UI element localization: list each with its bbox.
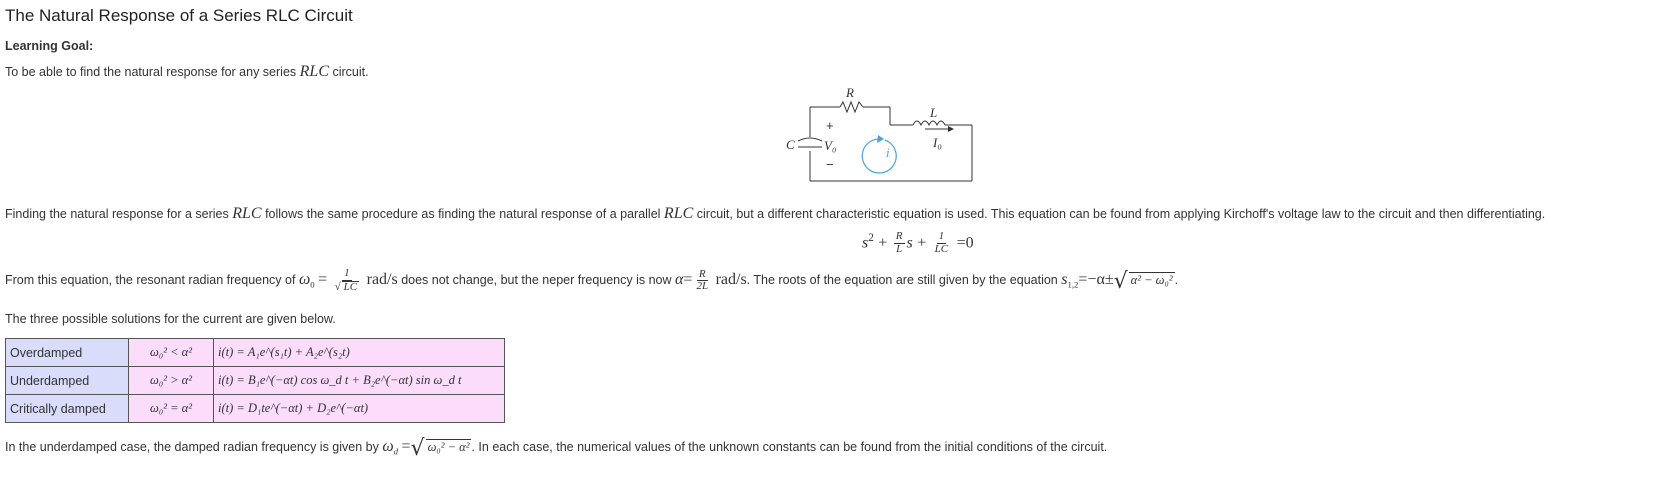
- label-L: L: [930, 105, 938, 120]
- char-eq-s-squared: s: [862, 234, 869, 252]
- sqrt-symbol-2: √: [410, 436, 425, 461]
- learning-goal-text: [5, 63, 369, 81]
- rlc-symbol: RLC: [299, 63, 329, 80]
- char-eq-plus-1: +: [878, 234, 888, 252]
- capacitor-plate-top: [798, 138, 822, 141]
- roots-minus-alpha-plus-minus: =−α±: [1078, 270, 1114, 288]
- frac-LC: LC: [934, 242, 949, 255]
- neper-frequency-fraction: [694, 269, 710, 293]
- label-I0: I₀: [933, 135, 942, 150]
- equals-1: =: [318, 270, 328, 288]
- frac-num-R: R: [698, 267, 706, 280]
- paragraph-2: From this equation, the resonant radian frequency of $\omega_0$ = $\frac{1}{√ LC}$ rad/s does not change, but the neper frequency is now α= $\frac{R}{2L}$ rad/s. The roots of the equation are still given by the equation $s_{1,2}=-\alpha\pm√$ α² − ω₀² .: [5, 267, 1179, 294]
- paragraph-2-part-3: . The roots of the equation are still given by the equation: [746, 272, 1058, 287]
- resonant-frequency-fraction: [333, 268, 362, 293]
- paragraph-1-part-2: follows the same procedure as finding the natural response of a parallel: [265, 207, 661, 221]
- solution-equation: i(t) = A₁e^(s₁t) + A₂e^(s₂t): [214, 339, 505, 367]
- solution-condition: ω₀² = α²: [129, 395, 214, 423]
- inductor-symbol: [913, 121, 945, 125]
- roots-subscript: 1,2: [1067, 279, 1079, 290]
- learning-goal-label: Learning Goal:: [5, 39, 94, 53]
- learning-goal-text-before: To be able to find the natural response for any series: [5, 65, 297, 79]
- characteristic-equation: $s^2$ + $\frac{R}{L}$ s + $\frac{1}{LC}$ =0: [862, 230, 974, 255]
- roots-sqrt-content: α² − ω₀²: [1130, 272, 1173, 287]
- label-minus: −: [826, 157, 834, 172]
- paragraph-2-period: .: [1174, 272, 1179, 287]
- paragraph-4: In the underdamped case, the damped radian frequency is given by $\omega_d$ =√ ω₀² − α² . In each case, the numerical values of the unknown constants can be found from the initial conditions of the circuit.: [5, 436, 1108, 461]
- solution-name: Critically damped: [6, 395, 129, 423]
- char-eq-plus-2: +: [917, 234, 927, 252]
- roots-s: s: [1061, 270, 1068, 288]
- solution-name: Underdamped: [6, 367, 129, 395]
- loop-current-arc: [862, 139, 896, 173]
- label-plus: +: [826, 118, 834, 133]
- rlc-circuit-diagram: [780, 85, 980, 185]
- omega-d-symbol: ω: [382, 438, 394, 455]
- label-R: R: [846, 85, 854, 100]
- equals-3: =: [401, 438, 411, 455]
- solution-name: Overdamped: [6, 339, 129, 367]
- loop-current-arrowhead: [877, 135, 884, 143]
- resistor-symbol: [840, 102, 863, 112]
- alpha-symbol: α: [675, 270, 684, 288]
- frac-den-2L: 2L: [696, 280, 709, 293]
- solution-condition: ω₀² < α²: [129, 339, 214, 367]
- unit-rad-s-2: rad/s: [715, 270, 747, 288]
- learning-goal-text-after: circuit.: [332, 65, 369, 79]
- solution-equation: i(t) = B₁e^(−αt) cos ω_d t + B₂e^(−αt) sin ω_d t: [214, 367, 505, 395]
- current-arrowhead: [948, 126, 954, 132]
- damped-sqrt-content: ω₀² − α²: [427, 440, 470, 454]
- char-eq-equals-zero: =0: [956, 234, 974, 252]
- char-eq-fraction-1-over-LC: [933, 231, 950, 255]
- paragraph-4-part-1: In the underdamped case, the damped radian frequency is given by: [5, 440, 379, 454]
- label-V0: V₀: [824, 138, 837, 153]
- paragraph-3: The three possible solutions for the current are given below.: [5, 312, 336, 326]
- label-C: C: [786, 137, 795, 152]
- solution-equation: i(t) = D₁te^(−αt) + D₂e^(−αt): [214, 395, 505, 423]
- frac-R: R: [895, 230, 903, 242]
- omega0-symbol: ω: [298, 270, 311, 288]
- rlc-symbol-2: RLC: [663, 205, 694, 222]
- paragraph-1-part-3: circuit, but a different characteristic equation is used. This equation can be found from applying Kirchoff's voltage law to the circuit and then differentiating.: [696, 207, 1546, 221]
- frac-1: 1: [938, 230, 945, 242]
- page-title: The Natural Response of a Series RLC Circuit: [5, 6, 353, 25]
- paragraph-2-part-1: From this equation, the resonant radian frequency of: [5, 272, 296, 287]
- sqrt-LC: LC: [343, 280, 358, 293]
- paragraph-2-part-2: does not change, but the neper frequency is now: [401, 272, 672, 287]
- table-row: [6, 395, 505, 423]
- paragraph-4-part-2: . In each case, the numerical values of the unknown constants can be found from the initial conditions of the circuit.: [471, 440, 1108, 454]
- paragraph-1: [5, 205, 1545, 223]
- solution-condition: ω₀² > α²: [129, 367, 214, 395]
- frac-num-1: 1: [344, 267, 350, 279]
- equals-2: =: [683, 270, 693, 288]
- solutions-table: [5, 338, 505, 423]
- label-i: i: [886, 145, 890, 160]
- rlc-symbol-1: RLC: [232, 205, 262, 222]
- sqrt-symbol: √: [1113, 268, 1128, 294]
- paragraph-1-part-1: Finding the natural response for a series: [5, 207, 229, 221]
- frac-den-sqrt-LC: √ LC: [334, 280, 358, 293]
- char-eq-fraction-R-over-L: [894, 231, 905, 255]
- unit-rad-s-1: rad/s: [366, 270, 398, 288]
- char-eq-s: s: [906, 234, 913, 252]
- table-row: [6, 339, 505, 367]
- table-row: [6, 367, 505, 395]
- frac-L: L: [896, 242, 903, 255]
